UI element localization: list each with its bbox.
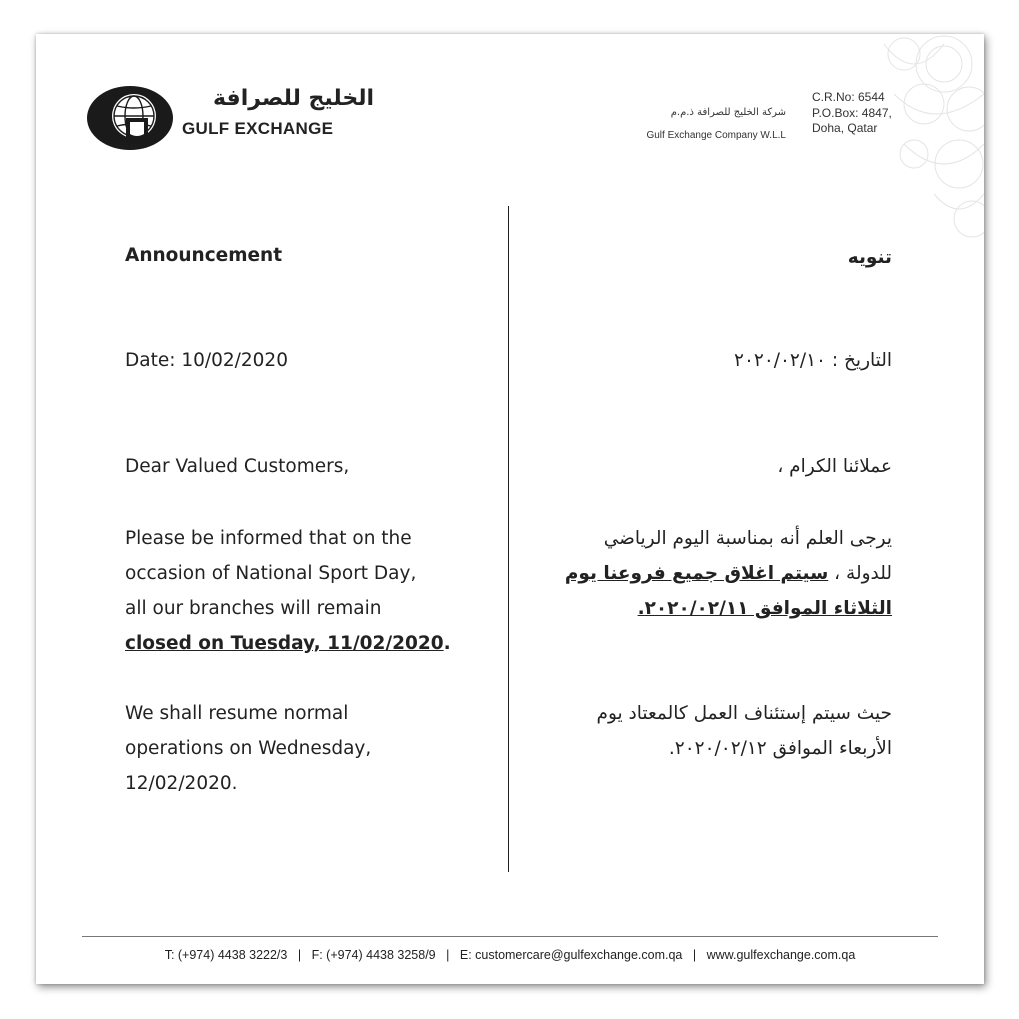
resume-paragraph-english xyxy=(125,696,371,801)
company-name-arabic: شركة الخليج للصرافة ذ.م.م xyxy=(670,107,786,118)
footer-separator: | xyxy=(692,948,697,962)
paragraph-line: operations on Wednesday, xyxy=(125,738,372,759)
footer-contact-bar xyxy=(36,948,984,962)
paragraph-line: الأربعاء الموافق ٢٠٢٠/٠٢/١٢. xyxy=(668,738,892,759)
footer-email-link[interactable]: E: customercare@gulfexchange.com.qa xyxy=(459,948,683,962)
footer-divider xyxy=(82,936,938,937)
column-divider xyxy=(508,206,509,872)
company-address xyxy=(812,90,892,137)
brand-name-arabic: الخليج للصرافة xyxy=(212,86,374,111)
period: . xyxy=(443,633,451,654)
paragraph-line xyxy=(565,591,892,626)
background-pattern xyxy=(794,34,984,244)
footer-separator: | xyxy=(446,948,450,962)
resume-paragraph-arabic xyxy=(597,696,893,766)
since-label: since 1977 xyxy=(116,144,143,150)
paragraph-line: حيث سيتم إستئناف العمل كالمعتاد يوم xyxy=(596,703,892,724)
brand-name-english: GULF EXCHANGE xyxy=(182,119,334,138)
paragraph-line: We shall resume normal xyxy=(125,703,349,724)
address-line: C.R.No: 6544 xyxy=(812,90,885,104)
footer-website-link[interactable]: www.gulfexchange.com.qa xyxy=(706,948,856,962)
announcement-title-arabic: تنويه xyxy=(847,247,892,268)
footer-separator: | xyxy=(297,948,302,962)
date-arabic: التاريخ : ٢٠٢٠/٠٢/١٠ xyxy=(734,350,892,371)
paragraph-line: 12/02/2020. xyxy=(125,773,238,794)
closure-date-emphasis-arabic: الثلاثاء الموافق ٢٠٢٠/٠٢/١١. xyxy=(637,598,892,619)
footer-fax: F: (+974) 4438 3258/9 xyxy=(311,948,436,962)
closure-emphasis-arabic: سيتم اغلاق جميع فروعنا يوم xyxy=(564,563,829,584)
paragraph-line: يرجى العلم أنه بمناسبة اليوم الرياضي xyxy=(603,528,892,549)
greeting-arabic: عملائنا الكرام ، xyxy=(777,456,892,477)
address-line: Doha, Qatar xyxy=(812,121,878,135)
paragraph-text: للدولة ، xyxy=(828,563,892,584)
company-name-english: Gulf Exchange Company W.L.L xyxy=(646,130,786,141)
date-english: Date: 10/02/2020 xyxy=(125,350,288,371)
letter-sheet xyxy=(36,34,984,984)
paragraph-line: occasion of National Sport Day, xyxy=(125,563,417,584)
notice-paragraph-arabic xyxy=(565,521,892,626)
closure-date-emphasis: closed on Tuesday, 11/02/2020 xyxy=(125,633,444,654)
notice-paragraph-english xyxy=(125,521,451,661)
address-line: P.O.Box: 4847, xyxy=(812,105,892,120)
footer-phone: T: (+974) 4438 3222/3 xyxy=(164,948,288,962)
paragraph-line xyxy=(565,556,892,591)
paragraph-line xyxy=(125,626,451,661)
greeting-english: Dear Valued Customers, xyxy=(125,456,350,477)
paragraph-line: all our branches will remain xyxy=(125,598,382,619)
announcement-title-english: Announcement xyxy=(125,245,283,266)
paragraph-line: Please be informed that on the xyxy=(125,528,412,549)
